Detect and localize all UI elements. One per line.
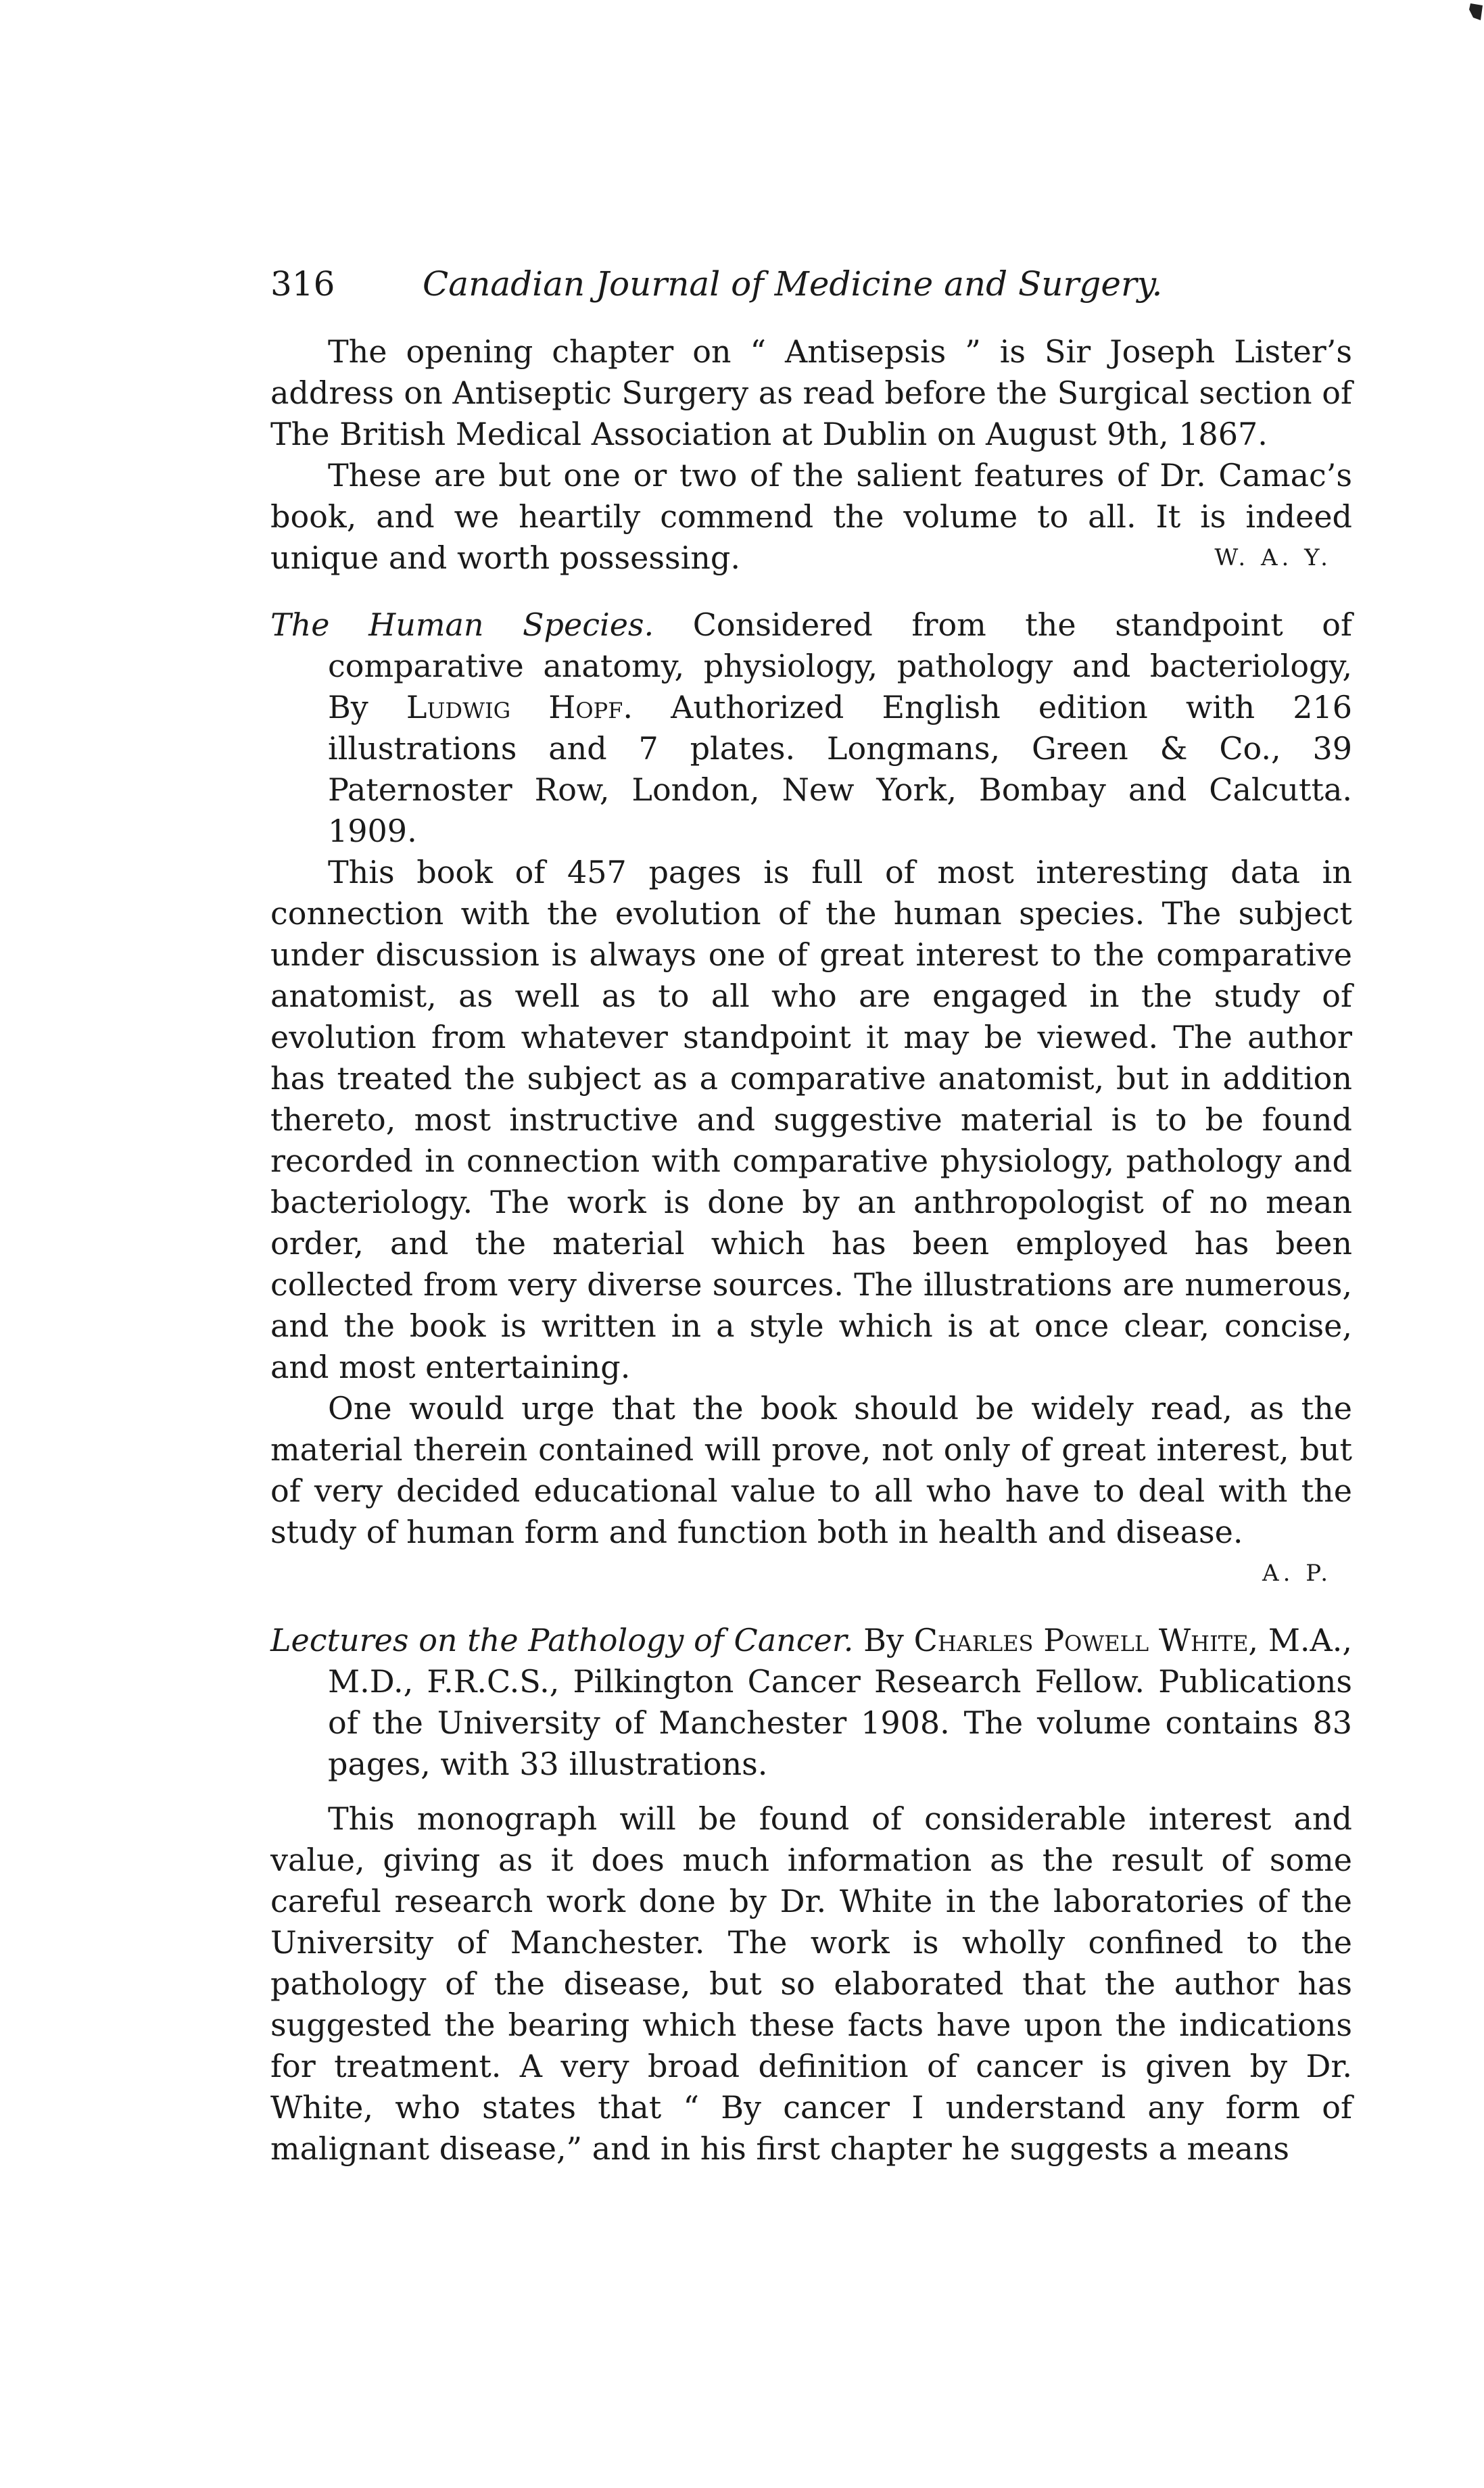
page-header: [270, 257, 1352, 311]
paragraph: The opening chapter on “ Antisepsis ” is Sir Joseph Lister’s address on Antiseptic Surgery as read before the Surgical section of The British Medical Association at Dublin on August 9th, 1867.: [270, 333, 1352, 452]
paragraph: This monograph will be found of considerable interest and value, giving as it does much information as the result of some careful research work done by Dr. White in the laboratories of the University of Manchester. The work is wholly confined to the pathology of the disease, but so elaborated that the author has suggested the bearing which these facts have upon the indications for treatment. A very broad definition of cancer is given by Dr. White, who states that “ By cancer I understand any form of malignant disease,” and in his first chapter he suggests a means: [270, 1800, 1352, 2167]
book-citation: [270, 604, 1352, 852]
citation-text: Authorized English edition with 216 illustrations and 7 plates. Longmans, Green & Co., 39 Paternoster Row, London, New York, Bombay and Calcutta. 1909.: [328, 689, 1353, 849]
paragraph: [270, 1388, 1352, 1594]
reviewer-initials: A. P.: [1262, 1560, 1332, 1587]
book-author: Charles Powell White,: [913, 1622, 1259, 1658]
book-title: The Human Species.: [270, 606, 654, 643]
citation-text: M.A., M.D., F.R.C.S., Pilkington Cancer Research Fellow. Publications of the University of Manchester 1908. The volume contains 83 pages, with 33 illustrations.: [328, 1622, 1352, 1782]
book-citation: [270, 1620, 1352, 1785]
page-content: [270, 331, 1352, 2170]
ink-speck: [1443, 0, 1484, 41]
reviewer-initials: W. A. Y.: [1214, 544, 1332, 571]
paragraph-text: These are but one or two of the salient features of Dr. Camac’s book, and we heartily commend the volume to all. It is indeed unique and worth possessing.: [270, 457, 1352, 576]
citation-text: Considered from the standpoint of comparative anatomy, physiology, pathology and bacteriology, By: [328, 606, 1353, 725]
review-cancer: [270, 1620, 1352, 2170]
paragraph-text: One would urge that the book should be widely read, as the material therein contained will prove, not only of great interest, but of very decided educational value to all who have to deal with the study of human form and function both in health and disease.: [270, 1390, 1352, 1550]
book-title: Lectures on the Pathology of Cancer.: [270, 1622, 854, 1658]
journal-page: [270, 257, 1352, 2170]
review-antisepsis: [270, 331, 1352, 579]
running-head: Canadian Journal of Medicine and Surgery.: [423, 264, 1163, 304]
paragraph: [270, 455, 1352, 579]
citation-text: By: [863, 1622, 904, 1658]
review-human-species: [270, 604, 1352, 1594]
page-number: 316: [270, 264, 335, 304]
book-author: Ludwig Hopf.: [406, 689, 633, 725]
paragraph: This book of 457 pages is full of most interesting data in connection with the evolution of the human species. The subject under discussion is always one of great interest to the comparative anatomist, as well as to all who are engaged in the study of evolution from whatever standpoint it may be viewed. The author has treated the subject as a comparative anatomist, but in addition thereto, most instructive and suggestive material is to be found recorded in connection with comparative physiology, pathology and bacteriology. The work is done by an anthropologist of no mean order, and the material which has been employed has been collected from very diverse sources. The illustrations are numerous, and the book is written in a style which is at once clear, concise, and most entertaining.: [270, 854, 1352, 1385]
